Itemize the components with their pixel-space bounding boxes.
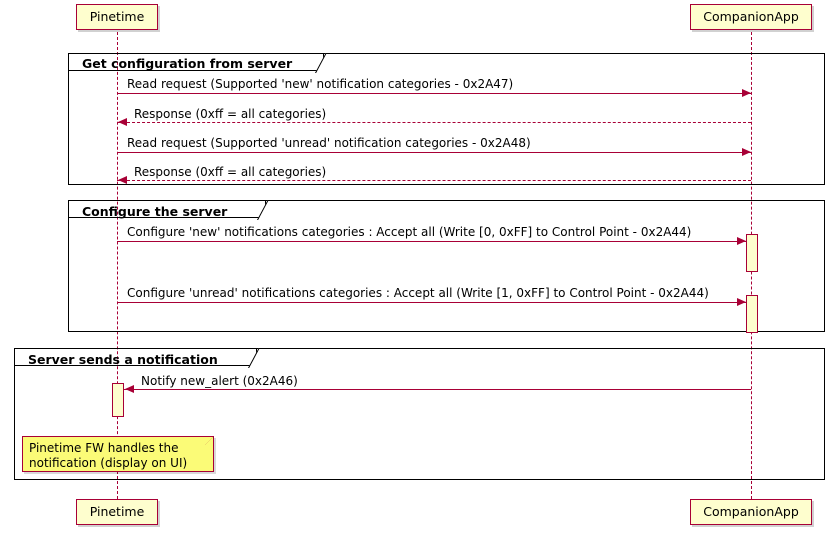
message-arrowhead-2 [118,118,127,126]
message-arrowhead-1 [742,89,751,97]
note-line-2: notification (display on UI) [29,456,188,470]
participant-companionapp-top[interactable] [690,4,812,30]
participant-pinetime-bottom[interactable] [76,499,158,525]
message-label-5: Configure 'new' notifications categories : Accept all (Write [0, 0xFF] to Control Point - 0x2A44) [127,225,692,239]
message-arrowhead-6 [737,298,746,306]
message-arrowhead-4 [118,176,127,184]
participant-label: Pinetime [89,9,145,24]
participant-label: CompanionApp [703,504,799,519]
message-label-7: Notify new_alert (0x2A46) [141,374,298,388]
participant-label: Pinetime [89,504,145,519]
message-arrowhead-7 [125,385,134,393]
activation-bar-pinetime-1 [112,383,124,417]
message-arrow-6 [117,302,746,303]
participant-companionapp-bottom[interactable] [690,499,812,525]
message-label-6: Configure 'unread' notifications categories : Accept all (Write [1, 0xFF] to Control Point - 0x2A44) [127,286,709,300]
message-arrow-1 [117,93,751,94]
activation-bar-companionapp-2 [746,295,758,333]
message-label-1: Read request (Supported 'new' notification categories - 0x2A47) [127,77,514,91]
message-arrowhead-3 [742,148,751,156]
message-arrowhead-5 [737,237,746,245]
activation-bar-companionapp-1 [746,234,758,272]
group-label-get-configuration: Get configuration from server [82,56,293,71]
group-label-server-notification: Server sends a notification [28,352,218,367]
participant-pinetime-top[interactable] [76,4,158,30]
message-arrow-2 [117,122,751,123]
message-arrow-5 [117,241,746,242]
group-label-configure-server: Configure the server [82,204,228,219]
message-arrow-3 [117,152,751,153]
message-label-4: Response (0xff = all categories) [134,165,327,179]
message-label-2: Response (0xff = all categories) [134,107,327,121]
note-pinetime-fw [22,436,214,472]
message-arrow-4 [117,180,751,181]
note-fold-corner-inner [205,437,213,445]
message-label-3: Read request (Supported 'unread' notification categories - 0x2A48) [127,136,531,150]
note-line-1: Pinetime FW handles the [29,441,179,455]
participant-label: CompanionApp [703,9,799,24]
message-arrow-7 [124,389,751,390]
